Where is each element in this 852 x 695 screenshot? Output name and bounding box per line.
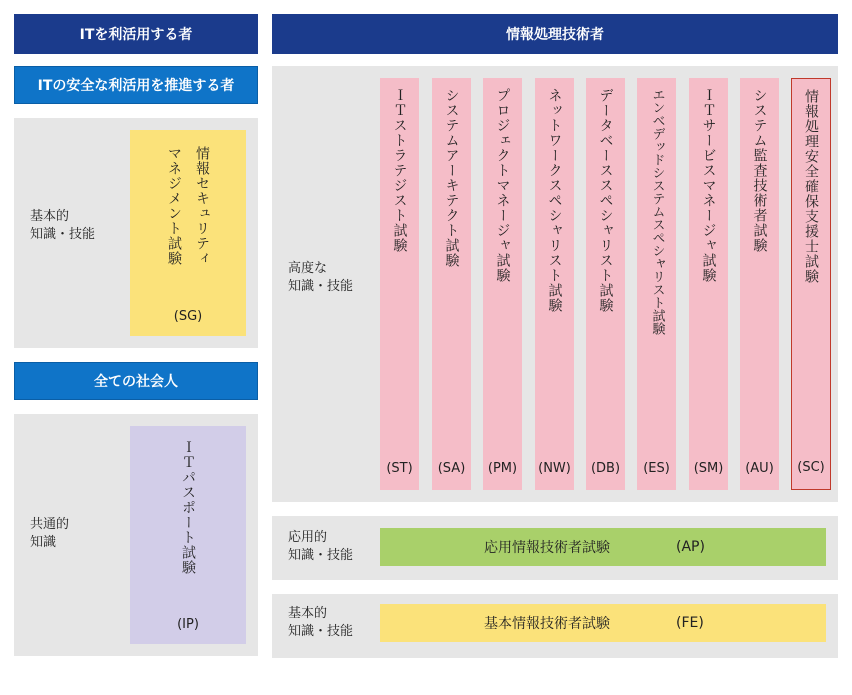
level-common-knowledge: 共通的 知識	[30, 517, 70, 550]
exam-st-code: (ST)	[386, 461, 413, 476]
exam-fe	[380, 604, 826, 642]
exam-st-name: ＩＴストラテジスト試験	[391, 88, 408, 253]
exam-nw-code: (NW)	[538, 461, 571, 476]
exam-sm-name: ＩＴサービスマネージャ試験	[700, 88, 717, 283]
exam-es-name: エンベデッドシステムスペシャリスト試験	[649, 88, 665, 335]
exam-db-name: データベーススペシャリスト試験	[597, 88, 614, 313]
exam-ip	[130, 426, 246, 644]
panel-fe	[272, 594, 838, 658]
exam-fe-name: 基本情報技術者試験	[484, 616, 610, 632]
level-fundamental-skills: 基本的 知識・技能	[288, 606, 354, 639]
exam-fe-code: (FE)	[676, 615, 704, 631]
panel-ap	[272, 516, 838, 580]
exam-db	[586, 78, 625, 490]
exam-pm-name: プロジェクトマネージャ試験	[494, 88, 511, 283]
exam-sc-code: (SC)	[797, 460, 825, 475]
exam-sg-name-col2: 情報セキュリティ	[194, 146, 210, 266]
header-promoters: ITの安全な利活用を推進する者	[14, 66, 258, 104]
panel-ip	[14, 414, 258, 656]
exam-sg-name-col1: マネジメント試験	[166, 146, 182, 266]
exam-au	[740, 78, 779, 490]
panel-advanced	[272, 66, 838, 502]
panel-sg	[14, 118, 258, 348]
exam-ap-code: (AP)	[676, 539, 705, 555]
level-applied-skills: 応用的 知識・技能	[288, 530, 354, 563]
exam-ip-code: (IP)	[177, 617, 199, 632]
exam-sg	[130, 130, 246, 336]
level-advanced-skills: 高度な 知識・技能	[288, 261, 354, 294]
exam-au-code: (AU)	[745, 461, 774, 476]
header-it-users: ITを利活用する者	[14, 14, 258, 54]
exam-sa	[432, 78, 471, 490]
header-all-members: 全ての社会人	[14, 362, 258, 400]
exam-nw-name: ネットワークスペシャリスト試験	[546, 88, 563, 313]
exam-ap	[380, 528, 826, 566]
exam-sa-name: システムアーキテクト試験	[443, 88, 460, 268]
exam-au-name: システム監査技術者試験	[751, 88, 768, 253]
exam-sg-code: (SG)	[173, 309, 203, 324]
exam-es	[637, 78, 676, 490]
exam-sm-code: (SM)	[693, 461, 724, 476]
exam-pm	[483, 78, 522, 490]
exam-st	[380, 78, 419, 490]
exam-nw	[535, 78, 574, 490]
exam-pm-code: (PM)	[487, 461, 518, 476]
exam-ip-name: ＩＴパスポート試験	[180, 440, 196, 575]
exam-sm	[689, 78, 728, 490]
header-it-professionals: 情報処理技術者	[272, 14, 838, 54]
exam-db-code: (DB)	[590, 461, 621, 476]
exam-es-code: (ES)	[643, 461, 670, 476]
exam-ap-name: 応用情報技術者試験	[484, 540, 610, 556]
exam-sg-name	[162, 146, 214, 266]
exam-sc-name: 情報処理安全確保支援士試験	[803, 89, 819, 284]
exam-sa-code: (SA)	[437, 461, 466, 476]
level-basic-skills: 基本的 知識・技能	[30, 209, 96, 242]
exam-sc	[791, 78, 831, 490]
